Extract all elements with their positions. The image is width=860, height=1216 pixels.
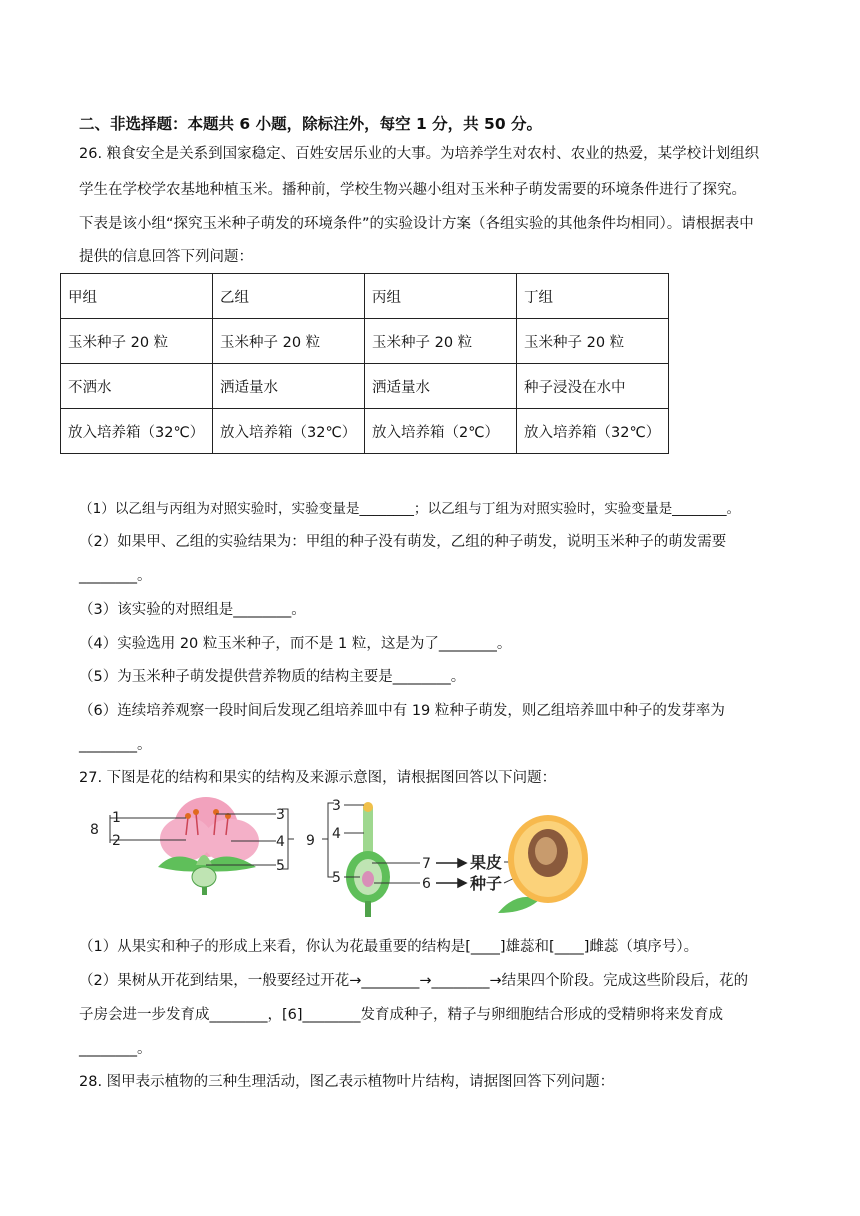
q26-line-3: 下表是该小组“探究玉米种子萌发的环境条件”的实验设计方案（各组实验的其他条件均相同）。请根据表中 (79, 216, 754, 232)
section-title: 二、非选择题：本题共 6 小题，除标注外，每空 1 分，共 50 分。 (79, 115, 543, 133)
label-2: 2 (112, 833, 121, 849)
q27-title: 27. 下图是花的结构和果实的结构及来源示意图，请根据图回答以下问题： (79, 770, 557, 786)
q26-line-2: 学生在学校学农基地种植玉米。播种前，学校生物兴趣小组对玉米种子萌发需要的环境条件进行了探究。 (79, 182, 746, 198)
table-cell: 洒适量水 (365, 364, 517, 409)
label-zhongzi: 种子 (470, 874, 503, 893)
label-9: 9 (306, 833, 315, 849)
pistil-label-5: 5 (332, 870, 341, 886)
q26-sub-6: （6）连续培养观察一段时间后发现乙组培养皿中有 19 粒种子萌发，则乙组培养皿中种子的发芽率为 (79, 703, 725, 719)
q27-sub-1: （1）从果实和种子的形成上来看，你认为花最重要的结构是[____]雄蕊和[____]雌蕊（填序号）。 (79, 939, 699, 955)
table-cell: 丙组 (365, 274, 517, 319)
table-cell: 丁组 (517, 274, 669, 319)
q27-sub-2-cont: 子房会进一步发育成________，[6]________发育成种子，精子与卵细胞结合形成的受精卵将来发育成 (79, 1007, 724, 1023)
pistil-label-3: 3 (332, 798, 341, 814)
table-cell: 甲组 (61, 274, 213, 319)
table-cell: 种子浸没在水中 (517, 364, 669, 409)
table-row (61, 364, 669, 409)
label-4: 4 (276, 834, 285, 850)
label-1: 1 (112, 810, 121, 826)
pistil-label-6: 6 (422, 876, 431, 892)
table-cell: 放入培养箱（32℃） (61, 409, 213, 454)
table-cell: 不洒水 (61, 364, 213, 409)
q26-sub-3: （3）该实验的对照组是________。 (79, 602, 306, 618)
pistil-illustration (346, 802, 390, 917)
table-row (61, 319, 669, 364)
flower-illustration (158, 797, 259, 895)
q27-sub-2: （2）果树从开花到结果，一般要经过开花→________→________→结果四个阶段。完成这些阶段后，花的 (79, 973, 749, 989)
table-cell: 放入培养箱（2℃） (365, 409, 517, 454)
table-cell: 洒适量水 (213, 364, 365, 409)
table-cell: 玉米种子 20 粒 (61, 319, 213, 364)
table-row (61, 274, 669, 319)
peach-illustration (498, 815, 588, 913)
q28-title: 28. 图甲表示植物的三种生理活动，图乙表示植物叶片结构，请据图回答下列问题： (79, 1074, 615, 1090)
label-guopi: 果皮 (470, 853, 503, 872)
q26-sub-1: （1）以乙组与丙组为对照实验时，实验变量是________；以乙组与丁组为对照实验时，实验变量是________。 (79, 501, 741, 517)
label-3: 3 (276, 807, 285, 823)
q27-sub-2-end: ________。 (79, 1041, 152, 1057)
experiment-table (60, 273, 669, 454)
table-cell: 放入培养箱（32℃） (517, 409, 669, 454)
pistil-label-4: 4 (332, 826, 341, 842)
q26-sub-5: （5）为玉米种子萌发提供营养物质的结构主要是________。 (79, 669, 466, 685)
q26-sub-4: （4）实验选用 20 粒玉米种子，而不是 1 粒，这是为了________。 (79, 636, 512, 652)
table-cell: 放入培养箱（32℃） (213, 409, 365, 454)
q26-sub-6-cont: ________。 (79, 737, 152, 753)
table-cell: 乙组 (213, 274, 365, 319)
q26-sub-2-cont: ________。 (79, 568, 152, 584)
q26-line-4: 提供的信息回答下列问题： (79, 249, 253, 265)
table-cell: 玉米种子 20 粒 (517, 319, 669, 364)
table-row (61, 409, 669, 454)
q26-sub-2: （2）如果甲、乙组的实验结果为：甲组的种子没有萌发，乙组的种子萌发，说明玉米种子的萌发需要 (79, 534, 727, 550)
arrow-icons (436, 859, 466, 887)
table-cell: 玉米种子 20 粒 (365, 319, 517, 364)
label-8: 8 (90, 822, 99, 838)
table-cell: 玉米种子 20 粒 (213, 319, 365, 364)
label-5: 5 (276, 858, 285, 874)
pistil-label-7: 7 (422, 856, 431, 872)
q26-line-1: 26. 粮食安全是关系到国家稳定、百姓安居乐业的大事。为培养学生对农村、农业的热爱，某学校计划组织 (79, 146, 760, 162)
flower-fruit-figure (86, 795, 606, 920)
